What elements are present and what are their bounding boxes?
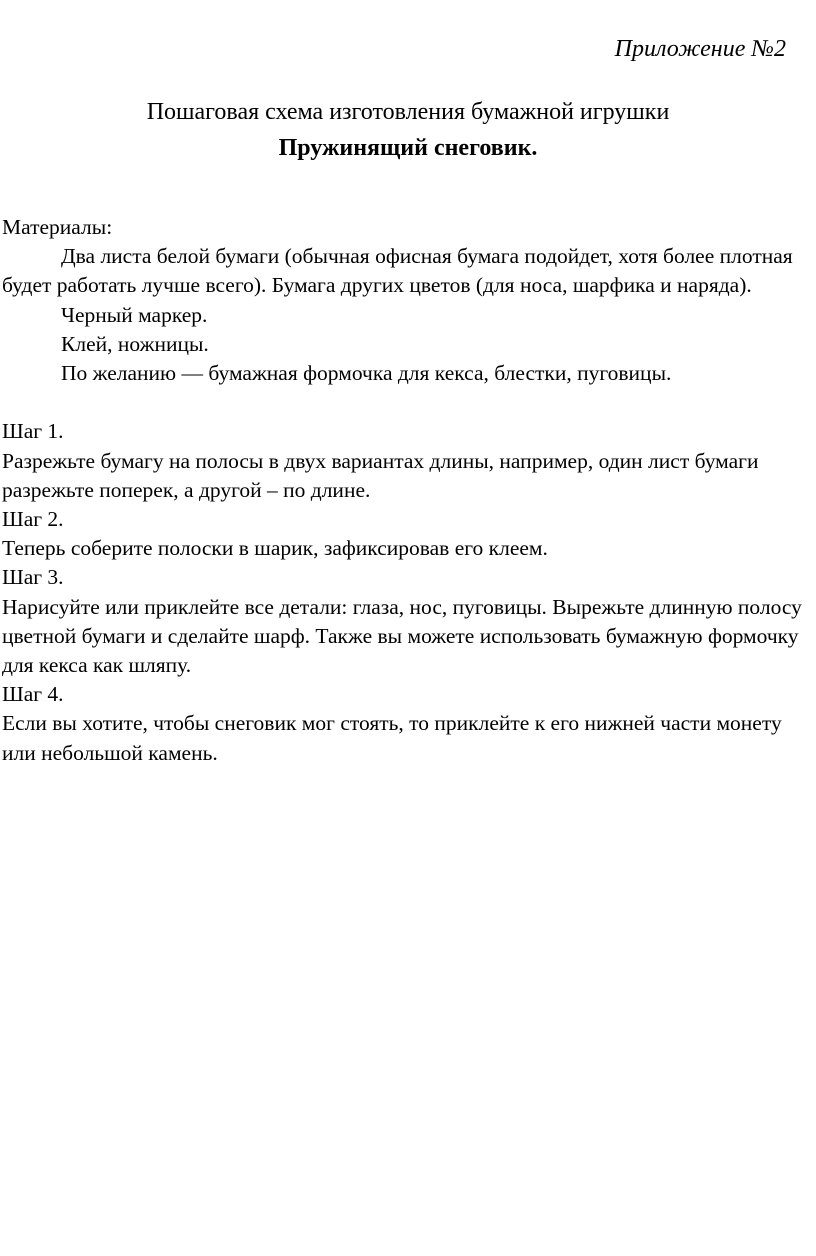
step-label: Шаг 3. xyxy=(2,565,64,590)
materials-item: Черный маркер. xyxy=(61,302,208,327)
step-text: Если вы хотите, чтобы снеговик мог стоять, то приклейте к его нижней части монету или небольшой камень. xyxy=(2,711,782,765)
appendix-label: Приложение №2 xyxy=(614,36,786,62)
step-label: Шаг 2. xyxy=(2,507,64,532)
step-label: Шаг 4. xyxy=(2,682,64,707)
step-text: Разрежьте бумагу на полосы в двух вариантах длины, например, один лист бумаги разрежьте поперек, а другой – по длине. xyxy=(2,448,759,502)
step-label: Шаг 1. xyxy=(2,419,64,444)
document-subtitle: Пружинящий снеговик. xyxy=(278,135,538,161)
materials-heading: Материалы: xyxy=(2,215,113,239)
materials-item: Два листа белой бумаги (обычная офисная бумага подойдет, хотя более плотная будет работать лучше всего). Бумага других цветов (для носа, шарфика и наряда). xyxy=(2,244,793,298)
document-title: Пошаговая схема изготовления бумажной игрушки xyxy=(146,99,670,125)
document-body xyxy=(2,213,814,768)
step-text: Нарисуйте или приклейте все детали: глаза, нос, пуговицы. Вырежьте длинную полосу цветной бумаги и сделайте шарф. Также вы можете использовать бумажную формочку для кекса как шляпу. xyxy=(2,594,802,678)
step-text: Теперь соберите полоски в шарик, зафиксировав его клеем. xyxy=(2,536,548,561)
materials-item: По желанию — бумажная формочка для кекса, блестки, пуговицы. xyxy=(61,361,672,386)
paragraph-spacer xyxy=(2,388,814,417)
materials-item: Клей, ножницы. xyxy=(61,331,209,356)
